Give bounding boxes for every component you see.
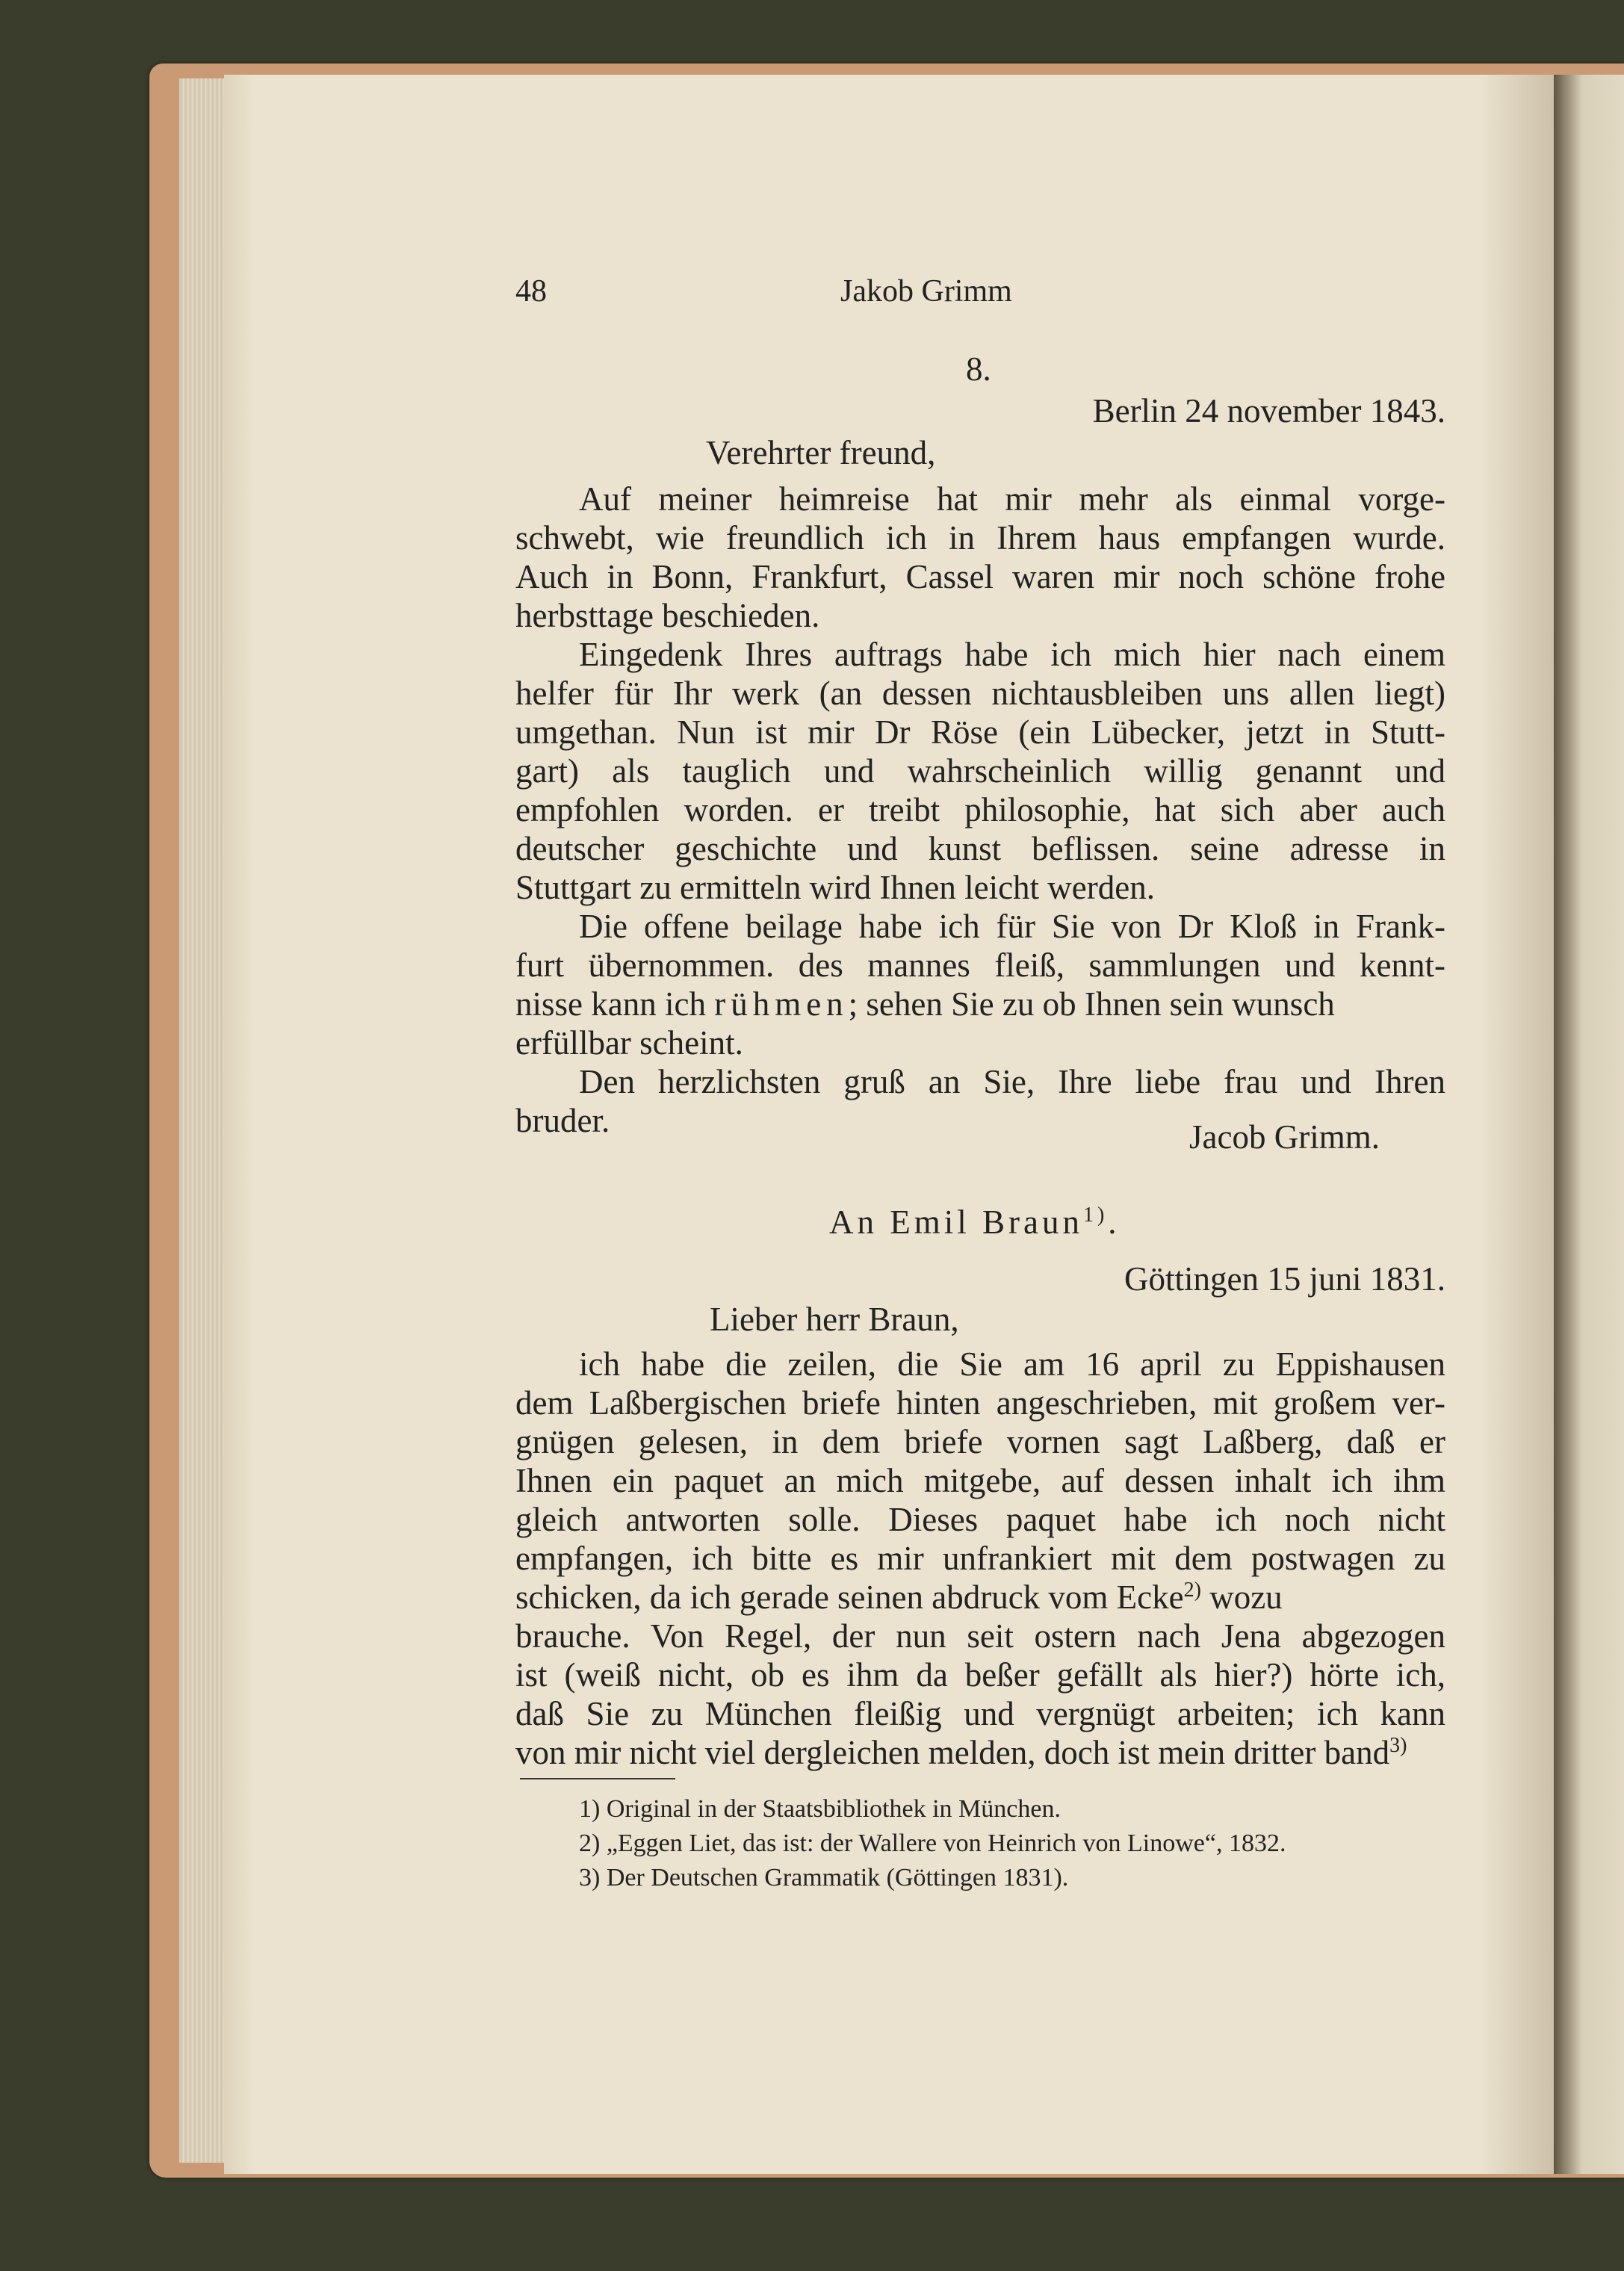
letter-line: erfüllbar scheint. <box>515 1024 743 1062</box>
footnote-ref: 1) <box>1082 1203 1109 1227</box>
footnote-rule <box>520 1778 675 1779</box>
letter-line: deutscher geschichte und kunst beflissen. seine adresse in <box>515 830 1445 867</box>
letter-line: herbsttage beschieden. <box>515 597 820 634</box>
letter-line: gnügen gelesen, in dem briefe vornen sagt Laßberg, daß er <box>515 1423 1445 1460</box>
running-head: Jakob Grimm <box>840 274 1012 309</box>
footnote: 3) Der Deutschen Grammatik (Göttingen 1831). <box>579 1864 1069 1892</box>
letter-line: empfangen, ich bitte es mir unfrankiert mit dem postwagen zu <box>515 1540 1445 1577</box>
letter-line-text: wozu <box>1200 1578 1283 1616</box>
letter-line-mixed <box>515 1578 1445 1617</box>
footnote-ref: 3) <box>1389 1734 1407 1757</box>
letter-line: ich habe die zeilen, die Sie am 16 april zu Eppishausen <box>579 1345 1445 1383</box>
letter-line: gart) als tauglich und wahrscheinlich willig genannt und <box>515 752 1445 790</box>
letter-line: Stuttgart zu ermitteln wird Ihnen leicht werden. <box>515 869 1155 906</box>
letter-line: brauche. Von Regel, der nun seit ostern nach Jena abgezogen <box>515 1617 1445 1655</box>
letter-line-mixed <box>515 985 1445 1023</box>
letter-line: daß Sie zu München fleißig und vergnügt arbeiten; ich kann <box>515 1695 1445 1732</box>
letter-line-text: schicken, da ich gerade seinen abdruck vom Ecke <box>515 1578 1184 1616</box>
heading-text: An Emil Braun <box>829 1203 1083 1241</box>
heading-end: . <box>1108 1203 1121 1241</box>
footnote: 1) Original in der Staatsbibliothek in München. <box>579 1795 1061 1823</box>
letter-signature: Jacob Grimm. <box>1189 1118 1380 1156</box>
letter-line: umgethan. Nun ist mir Dr Röse (ein Lübecker, jetzt in Stutt- <box>515 713 1445 751</box>
letter-line: bruder. <box>515 1102 610 1139</box>
letter-line: Eingedenk Ihres auftrags habe ich mich hier nach einem <box>579 636 1445 673</box>
letter-line: schwebt, wie freundlich ich in Ihrem haus empfangen wurde. <box>515 519 1445 557</box>
letter-line: dem Laßbergischen briefe hinten angeschrieben, mit großem ver- <box>515 1384 1445 1422</box>
letter-line: Ihnen ein paquet an mich mitgebe, auf dessen inhalt ich ihm <box>515 1462 1445 1499</box>
letter-line: Auf meiner heimreise hat mir mehr als einmal vorge- <box>579 480 1445 518</box>
letter-line: gleich antworten solle. Dieses paquet habe ich noch nicht <box>515 1501 1445 1538</box>
letter-line-text: ; sehen Sie zu ob Ihnen sein wunsch <box>848 985 1335 1023</box>
letter-salutation: Lieber herr Braun, <box>710 1301 959 1338</box>
letter-line-text: von mir nicht viel dergleichen melden, doch ist mein dritter band <box>515 1734 1390 1771</box>
spaced-emphasis: rühmen <box>714 985 849 1023</box>
letter-line-text: nisse kann ich <box>515 985 706 1023</box>
letter-line: ist (weiß nicht, ob es ihm da beßer gefällt als hier?) hörte ich, <box>515 1656 1445 1694</box>
letter-line: empfohlen worden. er treibt philosophie, hat sich aber auch <box>515 791 1445 828</box>
letter-number: 8. <box>966 350 991 388</box>
letter-line: Auch in Bonn, Frankfurt, Cassel waren mir noch schöne frohe <box>515 558 1445 595</box>
footnote: 2) „Eggen Liet, das ist: der Wallere von Heinrich von Linowe“, 1832. <box>579 1829 1286 1857</box>
letter-line: furt übernommen. des mannes fleiß, sammlungen und kennt- <box>515 946 1445 984</box>
facing-page-gutter <box>1554 75 1624 2174</box>
letter-line: Den herzlichsten gruß an Sie, Ihre liebe frau und Ihren <box>579 1063 1445 1100</box>
page-number: 48 <box>515 274 547 309</box>
letter-salutation: Verehrter freund, <box>706 434 936 471</box>
letter-place-date: Berlin 24 november 1843. <box>1092 392 1445 430</box>
letter-heading <box>829 1203 1121 1242</box>
letter-place-date: Göttingen 15 juni 1831. <box>1124 1260 1445 1298</box>
letter-line: Die offene beilage habe ich für Sie von Dr Kloß in Frank- <box>579 908 1445 945</box>
footnote-ref: 2) <box>1183 1578 1201 1602</box>
letter-line: helfer für Ihr werk (an dessen nichtausbleiben uns allen liegt) <box>515 675 1445 712</box>
letter-line-mixed <box>515 1733 1445 1772</box>
